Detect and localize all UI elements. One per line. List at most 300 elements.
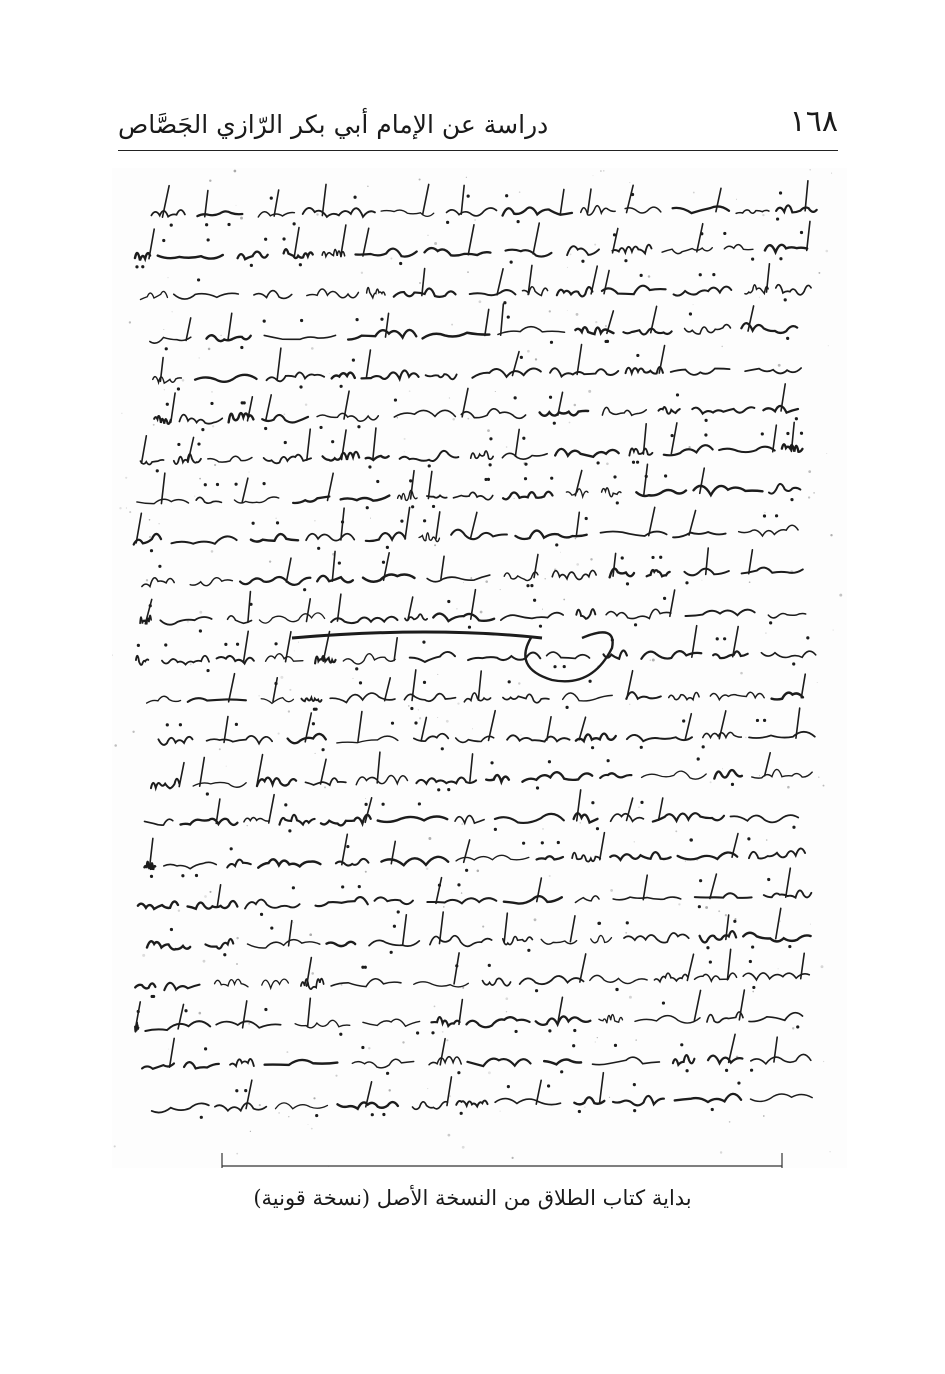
handwriting-word (414, 734, 449, 742)
paper-speck (829, 1151, 830, 1152)
paper-speck (397, 417, 398, 418)
handwriting-dot (260, 913, 263, 916)
manuscript-line (140, 584, 806, 634)
handwriting-word (486, 775, 509, 782)
paper-speck (419, 717, 421, 719)
handwriting-stroke (187, 437, 194, 462)
paper-speck (311, 1128, 313, 1130)
handwriting-dot (763, 514, 766, 517)
handwriting-word (739, 525, 799, 536)
paper-speck (740, 672, 743, 675)
handwriting-stroke (228, 674, 234, 702)
handwriting-word (572, 852, 600, 862)
handwriting-dot (204, 483, 207, 486)
paper-speck (610, 889, 613, 892)
handwriting-stroke (179, 763, 185, 787)
handwriting-word (736, 210, 769, 214)
handwriting-dot (400, 520, 403, 523)
paper-speck (198, 357, 199, 358)
handwriting-word (591, 935, 612, 943)
paper-speck (595, 1041, 596, 1042)
handwriting-dot (394, 398, 397, 401)
handwriting-dot (553, 665, 556, 668)
figure-caption: بداية كتاب الطلاق من النسخة الأصل (نسخة قونية) (253, 1186, 692, 1210)
paper-speck (461, 823, 463, 825)
handwriting-dot (751, 257, 754, 260)
manuscript-line (154, 382, 799, 432)
handwriting-dot (381, 803, 384, 806)
handwriting-word (429, 1057, 461, 1065)
handwriting-word (410, 652, 455, 662)
handwriting-dot (467, 195, 470, 198)
paper-speck (833, 630, 834, 631)
handwriting-stroke (785, 868, 791, 897)
paper-speck (831, 173, 832, 174)
paper-speck (609, 1097, 610, 1098)
handwriting-stroke (689, 510, 696, 535)
paper-speck (236, 963, 238, 965)
handwriting-word (505, 249, 551, 257)
handwriting-word (749, 732, 815, 738)
handwriting-stroke (377, 752, 381, 783)
handwriting-dot (197, 442, 200, 445)
handwriting-word (331, 617, 397, 624)
handwriting-dot (614, 1044, 617, 1047)
paper-speck (828, 345, 829, 346)
paper-speck (289, 689, 291, 691)
paper-speck (236, 1153, 238, 1155)
handwriting-stroke (322, 184, 326, 215)
handwriting-dot (488, 964, 491, 967)
paper-speck (721, 346, 723, 348)
handwriting-stroke (469, 754, 473, 781)
paper-speck (629, 182, 630, 183)
handwriting-dot (640, 801, 643, 804)
paper-speck (467, 271, 469, 273)
handwriting-stroke (199, 757, 205, 786)
paper-speck (316, 213, 318, 215)
handwriting-word (752, 769, 813, 778)
handwriting-dot (170, 223, 173, 226)
handwriting-word (456, 1101, 487, 1107)
handwriting-stroke (687, 954, 694, 980)
handwriting-stroke (170, 393, 175, 422)
paper-speck (830, 534, 832, 536)
paper-speck (419, 178, 421, 180)
handwriting-word (295, 1020, 350, 1028)
handwriting-word (694, 973, 736, 981)
handwriting-word (495, 1098, 560, 1106)
handwriting-dot (236, 643, 239, 646)
paper-speck (172, 311, 173, 312)
handwriting-word (257, 777, 296, 786)
paper-speck (500, 589, 501, 590)
paper-speck (129, 511, 131, 513)
handwriting-stroke (366, 350, 371, 378)
handwriting-dot (165, 347, 168, 350)
handwriting-dot (457, 1071, 460, 1074)
paper-speck (129, 321, 131, 323)
handwriting-stroke (599, 1073, 604, 1103)
handwriting-word (451, 529, 507, 540)
handwriting-word (624, 933, 689, 943)
handwriting-word (743, 972, 809, 980)
handwriting-dot (270, 196, 273, 199)
handwriting-word (703, 732, 742, 737)
handwriting-word (208, 456, 252, 462)
handwriting-dot (633, 1083, 636, 1086)
handwriting-stroke (699, 468, 704, 493)
handwriting-word (381, 210, 434, 217)
handwriting-word (195, 375, 257, 383)
handwriting-dot (553, 422, 556, 425)
handwriting-dot (510, 261, 513, 264)
paper-speck (462, 1146, 465, 1149)
handwriting-stroke (478, 671, 481, 700)
handwriting-word (613, 896, 681, 900)
handwriting-word (503, 492, 553, 500)
handwriting-dot (749, 960, 752, 963)
handwriting-dot (341, 520, 344, 523)
handwriting-dot (177, 387, 180, 390)
handwriting-dot (201, 428, 204, 431)
handwriting-word (750, 1094, 812, 1102)
paper-speck (178, 909, 180, 911)
handwriting-word (416, 777, 476, 784)
manuscript-line (147, 907, 811, 958)
handwriting-dot (428, 464, 431, 467)
manuscript-line (140, 263, 811, 309)
paper-speck (500, 1111, 501, 1112)
handwriting-dot (763, 719, 766, 722)
handwriting-word (356, 775, 407, 785)
handwriting-word (424, 247, 490, 256)
handwriting-dot (317, 547, 320, 550)
paper-speck (693, 304, 694, 305)
paper-speck (688, 446, 690, 448)
handwriting-dot (264, 427, 267, 430)
paper-speck (298, 642, 299, 643)
paper-speck (211, 550, 214, 553)
handwriting-dot (775, 514, 778, 517)
handwriting-word (749, 848, 805, 858)
handwriting-word (258, 858, 320, 867)
handwriting-dot (631, 193, 634, 196)
paper-speck (718, 910, 720, 912)
handwriting-word (247, 939, 319, 948)
handwriting-word (265, 653, 302, 661)
paper-speck (759, 297, 760, 298)
handwriting-word (245, 899, 300, 909)
handwriting-word (352, 1059, 413, 1068)
handwriting-word (501, 613, 563, 621)
handwriting-dot (390, 951, 393, 954)
handwriting-dot (702, 745, 705, 748)
handwriting-stroke (428, 471, 433, 498)
handwriting-dot (514, 396, 517, 399)
paper-speck (462, 987, 464, 989)
handwriting-word (673, 1055, 695, 1065)
handwriting-word (190, 577, 232, 586)
handwriting-dot (368, 465, 371, 468)
handwriting-stroke (627, 671, 633, 699)
paper-speck (749, 581, 751, 583)
handwriting-dot (460, 1112, 463, 1115)
handwriting-dot (547, 1084, 550, 1087)
handwriting-dot (487, 478, 490, 481)
handwriting-word (315, 656, 336, 663)
handwriting-word (749, 1013, 803, 1022)
paper-speck (199, 478, 201, 480)
handwriting-dot (303, 588, 306, 591)
handwriting-dot (230, 847, 233, 850)
handwriting-dot (431, 1031, 434, 1034)
paper-speck (367, 186, 368, 187)
handwriting-word (147, 696, 181, 703)
handwriting-stroke (294, 228, 299, 257)
handwriting-word (745, 285, 768, 294)
handwriting-word (394, 288, 456, 297)
handwriting-word (724, 244, 753, 250)
paper-speck (324, 786, 326, 788)
handwriting-word (685, 324, 731, 334)
handwriting-word (315, 897, 367, 906)
handwriting-stroke (372, 428, 376, 459)
paper-speck (467, 418, 469, 420)
handwriting-word (162, 656, 209, 665)
handwriting-word (576, 609, 595, 619)
handwriting-dot (527, 949, 530, 952)
paper-speck (368, 1047, 370, 1049)
handwriting-word (265, 1060, 338, 1066)
handwriting-word (427, 495, 447, 498)
paper-speck (121, 413, 122, 414)
handwriting-stroke (320, 759, 326, 784)
paper-speck (823, 785, 825, 787)
handwriting-dot (162, 239, 165, 242)
handwriting-word (151, 210, 185, 217)
handwriting-word (557, 287, 593, 297)
handwriting-dot (274, 642, 277, 645)
handwriting-dot (776, 217, 779, 220)
paper-speck (329, 373, 330, 374)
handwriting-stroke (141, 436, 147, 463)
paper-speck (808, 496, 810, 498)
handwriting-dot (549, 396, 552, 399)
handwriting-dot (488, 463, 491, 466)
paper-speck (808, 470, 811, 473)
handwriting-word (363, 574, 415, 582)
handwriting-stroke (224, 717, 228, 743)
paper-speck (305, 403, 307, 405)
handwriting-word (262, 979, 289, 988)
handwriting-dot (341, 885, 344, 888)
handwriting-word (158, 255, 223, 259)
paper-speck (284, 413, 286, 415)
handwriting-word (675, 1094, 742, 1103)
handwriting-dot (382, 1113, 385, 1116)
paper-speck (149, 519, 151, 521)
handwriting-dot (750, 1069, 753, 1072)
handwriting-dot (514, 1030, 517, 1033)
paper-speck (725, 914, 727, 916)
paper-speck (457, 702, 459, 704)
paper-speck (278, 733, 280, 735)
handwriting-word (466, 1017, 529, 1028)
handwriting-word (217, 656, 254, 664)
handwriting-stroke (402, 915, 406, 944)
handwriting-word (467, 1058, 530, 1066)
handwriting-word (426, 374, 457, 380)
handwriting-word (592, 1057, 659, 1065)
handwriting-dot (704, 419, 707, 422)
handwriting-dot (224, 643, 227, 646)
handwriting-dot (524, 477, 527, 480)
handwriting-word (228, 413, 253, 423)
handwriting-stroke (643, 875, 648, 899)
paper-speck (236, 205, 237, 206)
handwriting-word (776, 284, 811, 295)
handwriting-stroke (422, 184, 429, 214)
paper-speck (365, 871, 367, 873)
handwriting-word (427, 575, 490, 582)
handwriting-word (555, 448, 619, 458)
paper-speck (190, 664, 192, 666)
handwriting-word (654, 973, 687, 982)
handwriting-dot (299, 385, 302, 388)
paper-speck (434, 544, 436, 546)
handwriting-dot (624, 259, 627, 262)
paper-speck (722, 768, 723, 769)
handwriting-word (707, 1012, 743, 1023)
paper-speck (426, 868, 428, 870)
handwriting-dot (697, 757, 700, 760)
paper-speck (542, 609, 543, 610)
handwriting-dot (391, 722, 394, 725)
handwriting-dot (181, 874, 184, 877)
handwriting-word (600, 773, 631, 778)
paper-speck (593, 175, 594, 176)
paper-speck (597, 1037, 598, 1038)
handwriting-word (464, 693, 490, 702)
handwriting-stroke (806, 221, 810, 250)
handwriting-dot (751, 945, 754, 948)
handwriting-word (613, 1096, 664, 1106)
handwriting-word (145, 819, 173, 825)
handwriting-stroke (468, 225, 474, 255)
handwriting-stroke (560, 189, 564, 213)
paper-speck (485, 580, 488, 583)
handwriting-stroke (801, 674, 805, 698)
handwriting-word (279, 815, 314, 825)
handwriting-stroke (484, 309, 489, 335)
handwriting-word (769, 484, 801, 494)
handwriting-dot (206, 792, 209, 795)
handwriting-dot (414, 721, 417, 724)
handwriting-word (606, 609, 671, 619)
handwriting-word (482, 978, 510, 986)
handwriting-dot (382, 561, 385, 564)
handwriting-stroke (332, 551, 336, 581)
paper-speck (209, 891, 211, 893)
handwriting-dot (685, 581, 688, 584)
handwriting-dot (264, 238, 267, 241)
handwriting-dot (800, 432, 803, 435)
handwriting-word (658, 407, 679, 414)
handwriting-dot (423, 519, 426, 522)
handwriting-dot (659, 556, 662, 559)
handwriting-word (472, 368, 541, 377)
handwriting-dot (662, 1001, 665, 1004)
paper-speck (434, 1006, 436, 1008)
handwriting-dot (786, 432, 789, 435)
paper-speck (520, 735, 521, 736)
paper-speck (479, 300, 482, 303)
handwriting-dot (164, 643, 167, 646)
handwriting-word (495, 814, 564, 823)
handwriting-word (576, 734, 616, 742)
handwriting-dot (270, 926, 273, 929)
handwriting-stroke (658, 798, 663, 820)
manuscript-line (135, 219, 811, 268)
handwriting-word (331, 978, 401, 987)
handwriting-dot (712, 273, 715, 276)
paper-speck (518, 682, 520, 684)
handwriting-dot (447, 600, 450, 603)
handwriting-word (695, 893, 752, 899)
handwriting-word (629, 448, 652, 455)
paper-speck (142, 954, 145, 957)
handwriting-word (332, 373, 355, 379)
handwriting-dot (588, 680, 591, 683)
handwriting-dot (371, 1113, 374, 1116)
handwriting-dot (596, 827, 599, 830)
handwriting-dot (616, 501, 619, 504)
handwriting-dot (205, 223, 208, 226)
handwriting-word (207, 736, 273, 744)
handwriting-word (135, 253, 150, 261)
handwriting-stroke (384, 678, 390, 701)
paper-speck (576, 313, 579, 316)
paper-speck (463, 582, 464, 583)
handwriting-word (158, 737, 192, 745)
handwriting-word (171, 536, 236, 544)
paper-speck (634, 841, 635, 842)
paper-speck (574, 404, 577, 407)
handwriting-dot (252, 522, 255, 525)
handwriting-word (522, 287, 547, 296)
handwriting-stroke (440, 556, 444, 579)
handwriting-dot (633, 1109, 636, 1112)
handwriting-dot (416, 1031, 419, 1034)
handwriting-stroke (591, 266, 598, 294)
manuscript-line (158, 708, 815, 753)
handwriting-word (187, 901, 237, 909)
handwriting-dot (355, 667, 358, 670)
paper-speck (158, 523, 159, 524)
handwriting-word (215, 1103, 266, 1111)
paper-speck (729, 1121, 731, 1123)
paper-speck (388, 1089, 390, 1091)
handwriting-dot (319, 426, 322, 429)
handwriting-dot (548, 760, 551, 763)
handwriting-word (293, 497, 329, 504)
paper-speck (269, 560, 271, 562)
paper-speck (588, 390, 591, 393)
paper-speck (519, 191, 521, 193)
paper-speck (280, 676, 283, 679)
handwriting-dot (423, 681, 426, 684)
